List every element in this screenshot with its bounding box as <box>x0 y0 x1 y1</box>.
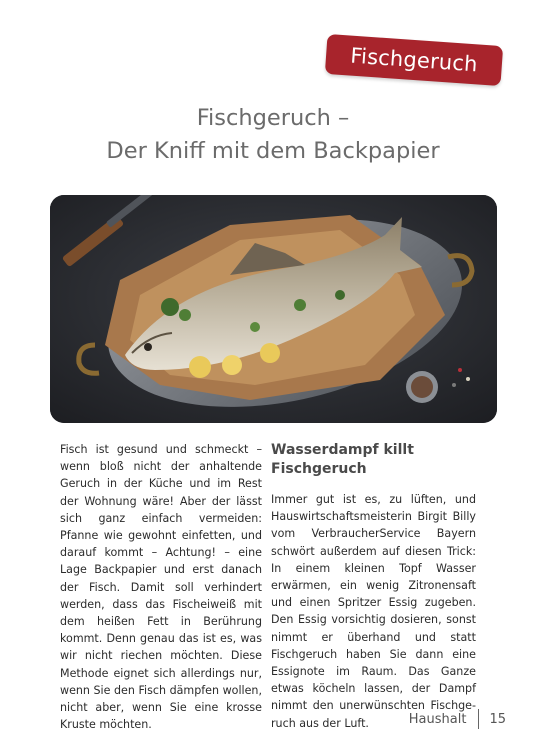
page-title <box>20 102 526 168</box>
page-footer <box>409 708 506 730</box>
right-column-text: Immer gut ist es, zu lüften, und Hauswirtschaftsmeisterin Birgit Billy vom VerbraucherService Bayern schwört außerdem auf diesen Trick: In einem kleinen Topf Wasser erwärmen, ein wenig Zitronensaft und einen Spritzer Essig zugeben. Den Essig vorsichtig dosieren, sonst nimmt er überhand und statt Fischgeruch haben Sie dann eine Essignote im Raum. Das Ganze etwas köcheln lassen, der Dampf nimmt den unerwünschten Fischgeruch aus der Luft. <box>271 493 476 730</box>
footer-section: Haushalt <box>408 711 467 727</box>
right-column <box>271 441 476 732</box>
page-number: 15 <box>489 711 506 727</box>
right-column-heading: Wasserdampf killt Fischgeruch <box>271 442 414 477</box>
title-line-2: Der Kniff mit dem Backpapier <box>106 138 440 164</box>
grilled-fish-photo <box>50 195 497 423</box>
left-column-text: Fisch ist gesund und schmeckt – wenn bloß nicht der anhaltende Geruch in der Küche und im Rest der Wohnung wäre! Aber der lässt sich ganz einfach vermeiden: Pfanne wie gewohnt einfetten, und darauf kommt – Achtung! – eine Lage Backpapier und erst danach der Fisch. Damit soll verhindert werden, dass das Fischeiweiß mit dem heißen Fett in Berührung kommt. Denn genau das ist es, was wir nicht riechen möchten. Diese Methode eignet sich allerdings nur, wenn Sie den Fisch dämpfen wollen, nicht aber, wenn Sie eine krosse Kruste möchten. <box>60 443 262 732</box>
title-line-1: Fischgeruch – <box>196 105 350 131</box>
section-tag: Fischgeruch <box>325 34 503 86</box>
footer-divider <box>478 709 479 729</box>
fish-photo-illustration <box>50 195 497 423</box>
left-column <box>60 441 262 733</box>
